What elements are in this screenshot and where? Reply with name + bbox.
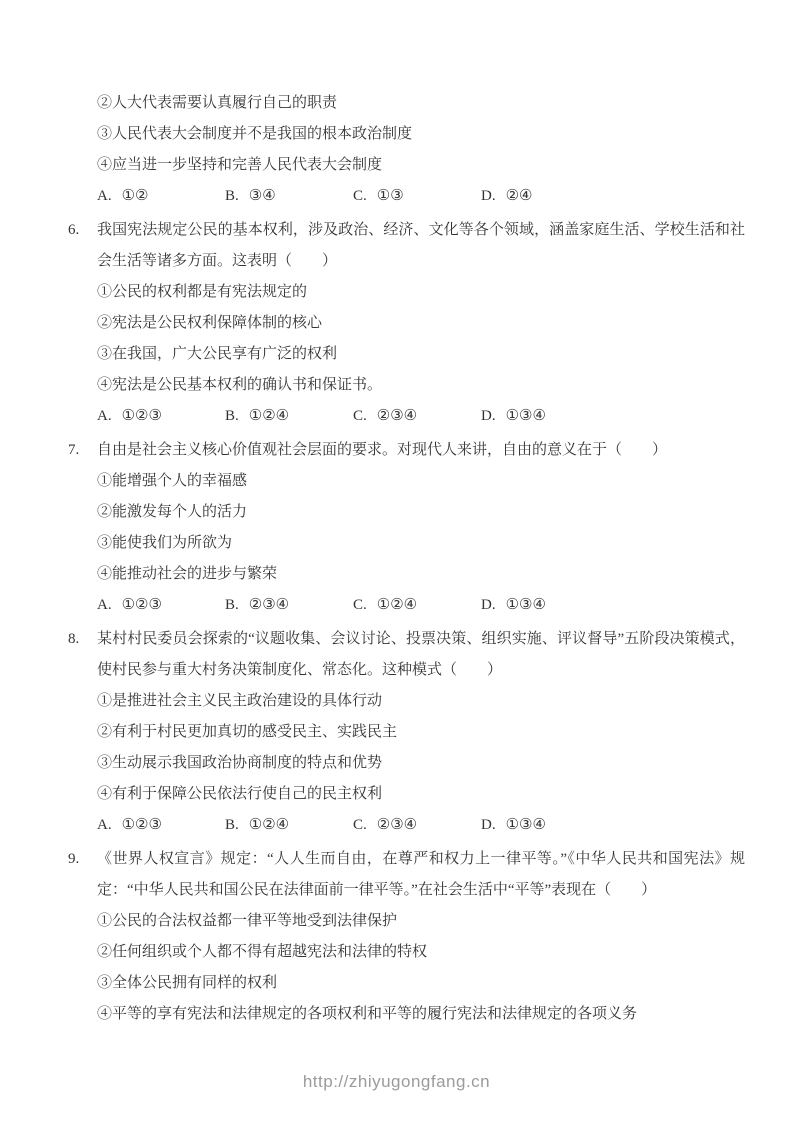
question-item: ③能使我们为所欲为 [97, 535, 233, 551]
question-item: ④有利于保障公民依法行使自己的民主权利 [97, 786, 383, 802]
choice-option [353, 181, 481, 212]
question-number: 6. [68, 222, 80, 238]
choice-option [225, 590, 353, 621]
question-stem: 《世界人权宣言》规定：“人人生而自由，在尊严和权力上一律平等。”《中华人民共和国宪法》规定：“中华人民共和国公民在法律面前一律平等。”在社会生活中“平等”表现在（ ） [97, 851, 745, 898]
choice-label: D. [481, 408, 496, 424]
choice-label: A. [97, 817, 112, 833]
choice-label: A. [97, 408, 112, 424]
choice-option [225, 810, 353, 841]
question-items [97, 466, 745, 590]
choice-option [97, 401, 225, 432]
choice-label: B. [225, 597, 239, 613]
question-items [97, 906, 745, 1030]
choice-label: A. [97, 597, 112, 613]
question-items [97, 686, 745, 810]
choice-value: ①②④ [248, 817, 290, 833]
question-stem-row [68, 215, 745, 277]
choice-value: ①② [121, 188, 149, 204]
choice-value: ①③④ [505, 817, 546, 833]
question-block [68, 215, 745, 432]
question-stem: 我国宪法规定公民的基本权利，涉及政治、经济、文化等各个领域，涵盖家庭生活、学校生活和社会生活等诸多方面。这表明（ ） [97, 222, 745, 269]
question-stem-row [68, 844, 745, 906]
question-block [68, 435, 745, 621]
question-item: ②有利于村民更加真切的感受民主、实践民主 [97, 724, 398, 740]
choice-label: C. [353, 817, 367, 833]
choice-option [353, 590, 481, 621]
question-stem-row [68, 435, 745, 466]
question-items [97, 277, 745, 401]
choice-option [481, 590, 546, 621]
choice-option [481, 401, 546, 432]
question-item: ③生动展示我国政治协商制度的特点和优势 [97, 755, 383, 771]
question-items [97, 88, 745, 181]
choice-value: ②③④ [248, 597, 290, 613]
question-stem-row [68, 624, 745, 686]
answer-choices-row [97, 810, 745, 841]
choice-label: C. [353, 408, 367, 424]
question-block [68, 624, 745, 841]
choice-value: ①②③ [121, 817, 162, 833]
answer-choices-row [97, 590, 745, 621]
question-number: 9. [68, 851, 80, 867]
choice-label: D. [481, 597, 496, 613]
question-stem: 自由是社会主义核心价值观社会层面的要求。对现代人来讲，自由的意义在于（ ） [97, 442, 668, 458]
choice-label: B. [225, 817, 239, 833]
page-footer-url: http://zhiyugongfang.cn [302, 1072, 491, 1091]
questions-list [68, 88, 745, 1033]
question-item: ①能增强个人的幸福感 [97, 473, 248, 489]
choice-value: ②③④ [376, 817, 418, 833]
question-stem: 某村村民委员会探索的“议题收集、会议讨论、投票决策、组织实施、评议督导”五阶段决策模式，使村民参与重大村务决策制度化、常态化。这种模式（ ） [97, 631, 745, 678]
question-item: ②宪法是公民权利保障体制的核心 [97, 315, 323, 331]
choice-label: B. [225, 188, 239, 204]
choice-value: ①③④ [505, 408, 546, 424]
question-number: 7. [68, 442, 80, 458]
choice-value: ②③④ [376, 408, 418, 424]
choice-option [481, 181, 533, 212]
question-item: ④平等的享有宪法和法律规定的各项权利和平等的履行宪法和法律规定的各项义务 [97, 1006, 638, 1022]
question-item: ②能激发每个人的活力 [97, 504, 248, 520]
question-item: ④应当进一步坚持和完善人民代表大会制度 [97, 157, 383, 173]
choice-value: ①②③ [121, 408, 162, 424]
choice-label: C. [353, 597, 367, 613]
question-block [68, 844, 745, 1030]
choice-option [97, 181, 225, 212]
question-item: ②任何组织或个人都不得有超越宪法和法律的特权 [97, 944, 428, 960]
question-item: ④宪法是公民基本权利的确认书和保证书。 [97, 377, 383, 393]
choice-option [97, 590, 225, 621]
choice-label: D. [481, 817, 496, 833]
choice-value: ②④ [505, 188, 533, 204]
question-block [97, 88, 745, 212]
question-item: ②人大代表需要认真履行自己的职责 [97, 95, 338, 111]
choice-value: ①③④ [505, 597, 546, 613]
choice-option [225, 401, 353, 432]
question-item: ③全体公民拥有同样的权利 [97, 975, 278, 991]
choice-value: ①②④ [376, 597, 418, 613]
choice-label: C. [353, 188, 367, 204]
choice-value: ③④ [248, 188, 276, 204]
answer-choices-row [97, 401, 745, 432]
choice-label: B. [225, 408, 239, 424]
choice-value: ①③ [376, 188, 404, 204]
choice-label: A. [97, 188, 112, 204]
question-item: ①公民的权利都是有宪法规定的 [97, 284, 308, 300]
question-item: ①是推进社会主义民主政治建设的具体行动 [97, 693, 383, 709]
choice-option [481, 810, 546, 841]
choice-value: ①②④ [248, 408, 290, 424]
choice-label: D. [481, 188, 496, 204]
choice-option [97, 810, 225, 841]
question-item: ③在我国，广大公民享有广泛的权利 [97, 346, 338, 362]
question-number: 8. [68, 631, 80, 647]
question-item: ③人民代表大会制度并不是我国的根本政治制度 [97, 126, 413, 142]
choice-option [353, 401, 481, 432]
answer-choices-row [97, 181, 745, 212]
question-item: ④能推动社会的进步与繁荣 [97, 566, 278, 582]
choice-option [225, 181, 353, 212]
choice-option [353, 810, 481, 841]
question-item: ①公民的合法权益都一律平等地受到法律保护 [97, 913, 398, 929]
choice-value: ①②③ [121, 597, 162, 613]
